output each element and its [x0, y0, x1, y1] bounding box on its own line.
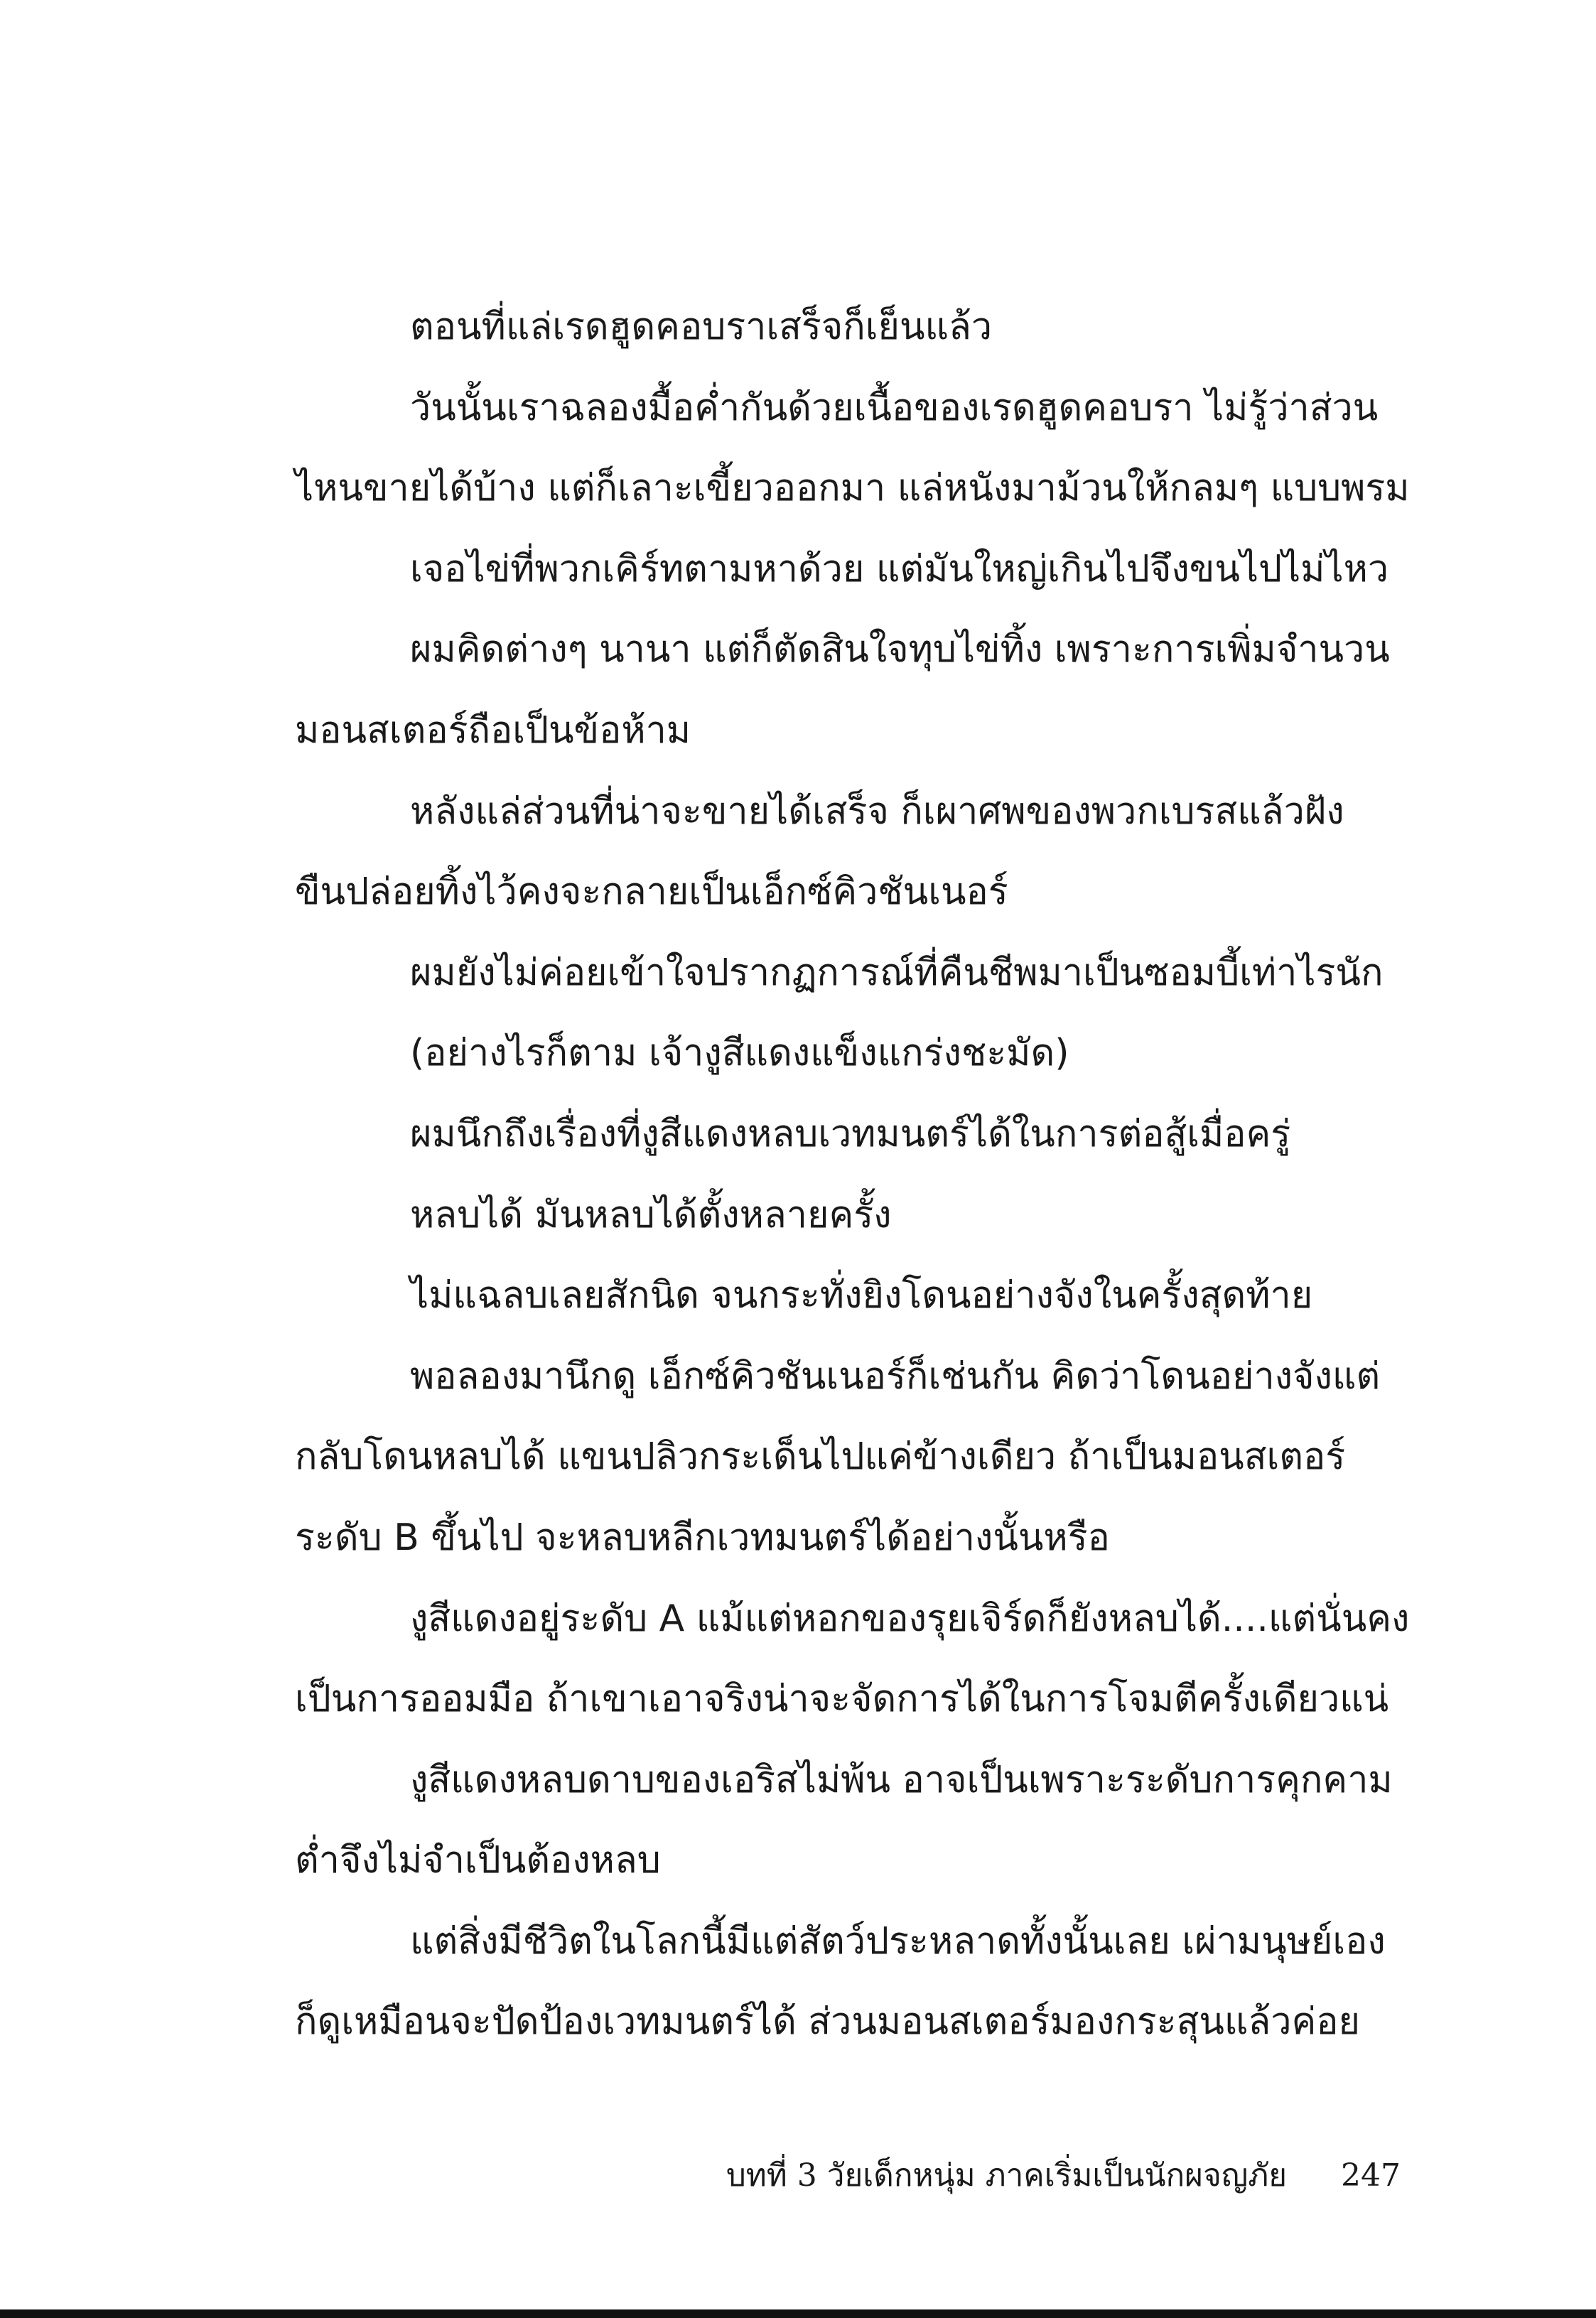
text-line: พอลองมานึกดู เอ็กซ์คิวชันเนอร์ก็เช่นกัน คิดว่าโดนอย่างจังแต่: [410, 1354, 1381, 1398]
text-line: ก็ดูเหมือนจะปัดป้องเวทมนตร์ได้ ส่วนมอนสเตอร์มองกระสุนแล้วค่อย: [295, 2000, 1360, 2044]
text-line: เป็นการออมมือ ถ้าเขาเอาจริงน่าจะจัดการได้ในการโจมตีครั้งเดียวแน่: [295, 1678, 1389, 1721]
text-line: ต่ำจึงไม่จำเป็นต้องหลบ: [295, 1839, 661, 1882]
text-line: ผมนึกถึงเรื่องที่งูสีแดงหลบเวทมนตร์ได้ในการต่อสู้เมื่อครู่: [410, 1112, 1291, 1155]
text-line: งูสีแดงหลบดาบของเอริสไม่พ้น อาจเป็นเพราะระดับการคุกคาม: [410, 1758, 1393, 1801]
text-line: งูสีแดงอยู่ระดับ A แม้แต่หอกของรุยเจิร์ดก็ยังหลบได้....แต่นั่นคง: [410, 1597, 1410, 1640]
text-line: หลังแล่ส่วนที่น่าจะขายได้เสร็จ ก็เผาศพของพวกเบรสแล้วฝัง: [410, 789, 1344, 833]
text-line: เจอไข่ที่พวกเคิร์ทตามหาด้วย แต่มันใหญ่เกินไปจึงขนไปไม่ไหว: [410, 547, 1389, 591]
text-line: (อย่างไรก็ตาม เจ้างูสีแดงแข็งแกร่งชะมัด): [410, 1032, 1069, 1075]
text-line: ขืนปล่อยทิ้งไว้คงจะกลายเป็นเอ็กซ์คิวชันเนอร์: [295, 870, 1008, 914]
bottom-edge-divider: [0, 2309, 1596, 2318]
text-line: ผมยังไม่ค่อยเข้าใจปรากฏการณ์ที่คืนชีพมาเป็นซอมบี้เท่าไรนัก: [410, 951, 1384, 994]
page-footer: [726, 2153, 1401, 2199]
text-line: ตอนที่แล่เรดฮูดคอบราเสร็จก็เย็นแล้ว: [410, 306, 993, 348]
body-text: [295, 287, 1410, 2063]
text-line: กลับโดนหลบได้ แขนปลิวกระเด็นไปแค่ข้างเดียว ถ้าเป็นมอนสเตอร์: [295, 1435, 1346, 1479]
text-line: แต่สิ่งมีชีวิตในโลกนี้มีแต่สัตว์ประหลาดทั้งนั้นเลย เผ่ามนุษย์เอง: [410, 1919, 1386, 1963]
text-line: ไม่แฉลบเลยสักนิด จนกระทั่งยิงโดนอย่างจังในครั้งสุดท้าย: [410, 1274, 1313, 1317]
text-line: หลบได้ มันหลบได้ตั้งหลายครั้ง: [410, 1193, 892, 1236]
text-line: ระดับ B ขึ้นไป จะหลบหลีกเวทมนตร์ได้อย่างนั้นหรือ: [295, 1516, 1110, 1559]
text-line: วันนั้นเราฉลองมื้อค่ำกันด้วยเนื้อของเรดฮูดคอบรา ไม่รู้ว่าส่วน: [410, 386, 1379, 429]
text-line: ไหนขายได้บ้าง แต่ก็เลาะเขี้ยวออกมา แล่หนังมาม้วนให้กลมๆ แบบพรม: [295, 467, 1410, 510]
text-line: ผมคิดต่างๆ นานา แต่ก็ตัดสินใจทุบไข่ทิ้ง เพราะการเพิ่มจำนวน: [410, 628, 1390, 672]
text-line: มอนสเตอร์ถือเป็นข้อห้าม: [295, 708, 691, 752]
page-number: 247: [1341, 2157, 1401, 2194]
chapter-title: บทที่ 3 วัยเด็กหนุ่ม ภาคเริ่มเป็นนักผจญภัย: [726, 2157, 1288, 2194]
